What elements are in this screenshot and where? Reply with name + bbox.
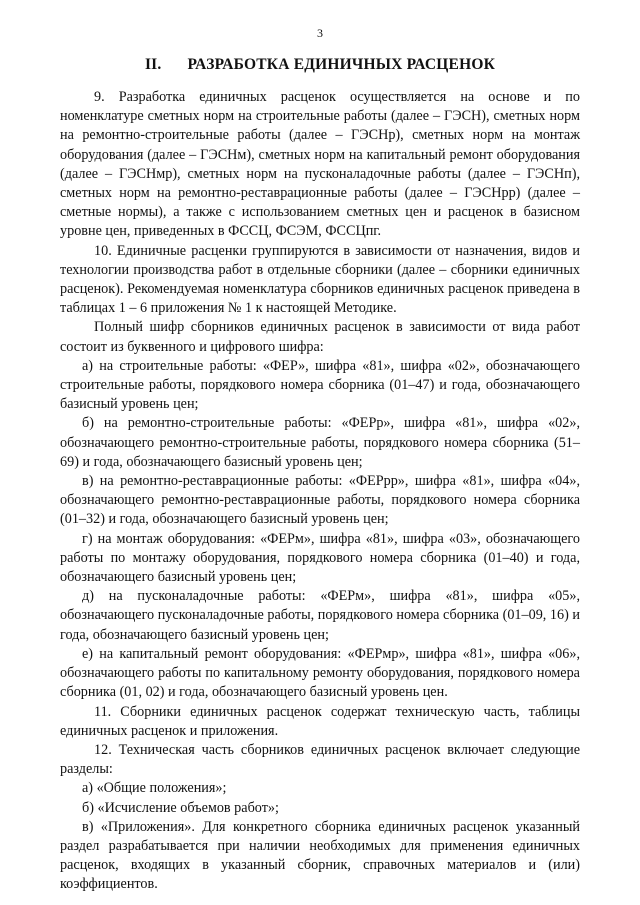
list-item-g: г) на монтаж оборудования: «ФЕРм», шифра «81», шифра «03», обозначающего работы по монтажу оборудования, порядкового номера сборника (01–40) и года, обозначающего базисный уровень цен; xyxy=(60,530,580,586)
section-heading xyxy=(60,56,580,74)
list-item-d: д) на пусконаладочные работы: «ФЕРм», шифра «81», шифра «05», обозначающего пусконаладочные работы, порядкового номера сборника (01–09, 16) и года, обозначающего базисный уровень цен; xyxy=(60,588,580,643)
paragraph-cipher-intro: Полный шифр сборников единичных расценок в зависимости от вида работ состоит из буквенного и цифрового шифра: xyxy=(60,319,580,355)
page-number: 3 xyxy=(317,26,323,40)
section-item-a: а) «Общие положения»; xyxy=(82,780,227,797)
paragraph-12: 12. Техническая часть сборников единичных расценок включает следующие разделы: xyxy=(60,741,580,778)
section-number: II. xyxy=(144,56,162,73)
document-body xyxy=(60,88,580,895)
section-item-b: б) «Исчисление объемов работ»; xyxy=(82,799,279,816)
list-item-v: в) на ремонтно-реставрационные работы: «ФЕРрр», шифра «81», шифра «04», обозначающего ремонтно-реставрационные работы, порядкового номера сборника (01–32) и года, обозначающего базисный уровень цен; xyxy=(60,473,580,528)
paragraph-9: 9. Разработка единичных расценок осуществляется на основе и по номенклатуре сметных норм на строительные работы (далее – ГЭСН), сметных норм на ремонтно-строительные работы (далее – ГЭСНр), сметных норм на монтаж оборудования (далее – ГЭСНм), сметных норм на капитальный ремонт оборудования (далее – ГЭСНмр), сметных норм на пусконаладочные работы (далее – ГЭСНп), сметных норм на ремонтно-реставрационные работы (далее – ГЭСНрр) (далее – сметные нормы), а также с использованием сметных цен и расценок в базисном уровне цен, приведенных в ФССЦ, ФСЭМ, ФССЦпг. xyxy=(60,89,580,240)
paragraph-11: 11. Сборники единичных расценок содержат техническую часть, таблицы единичных расценок и приложения. xyxy=(60,703,580,739)
list-item-e: е) на капитальный ремонт оборудования: «ФЕРмр», шифра «81», шифра «06», обозначающего работы по капитальному ремонту оборудования, порядкового номера сборника (01, 02) и года, обозначающего базисный уровень цен. xyxy=(60,645,580,701)
paragraph-10: 10. Единичные расценки группируются в зависимости от назначения, видов и технологии производства работ в отдельные сборники (далее – сборники единичных расценок). Рекомендуемая номенклатура сборников единичных расценок приведена в таблицах 1 – 6 приложения № 1 к настоящей Методике. xyxy=(60,242,580,317)
list-item-b: б) на ремонтно-строительные работы: «ФЕРр», шифра «81», шифра «02», обозначающего ремонтно-строительные работы, порядкового номера сборника (51–69) и года, обозначающего базисный уровень цен; xyxy=(60,415,580,470)
list-item-a: а) на строительные работы: «ФЕР», шифра «81», шифра «02», обозначающего строительные работы, порядкового номера сборника (01–47) и года, обозначающего базисный уровень цен; xyxy=(60,357,580,413)
section-item-v: в) «Приложения». Для конкретного сборника единичных расценок указанный раздел разрабатывается при наличии необходимых для применения единичных расценок, входящих в указанный сборник, справочных материалов и (или) коэффициентов. xyxy=(60,818,580,893)
section-title: РАЗРАБОТКА ЕДИНИЧНЫХ РАСЦЕНОК xyxy=(187,56,496,73)
